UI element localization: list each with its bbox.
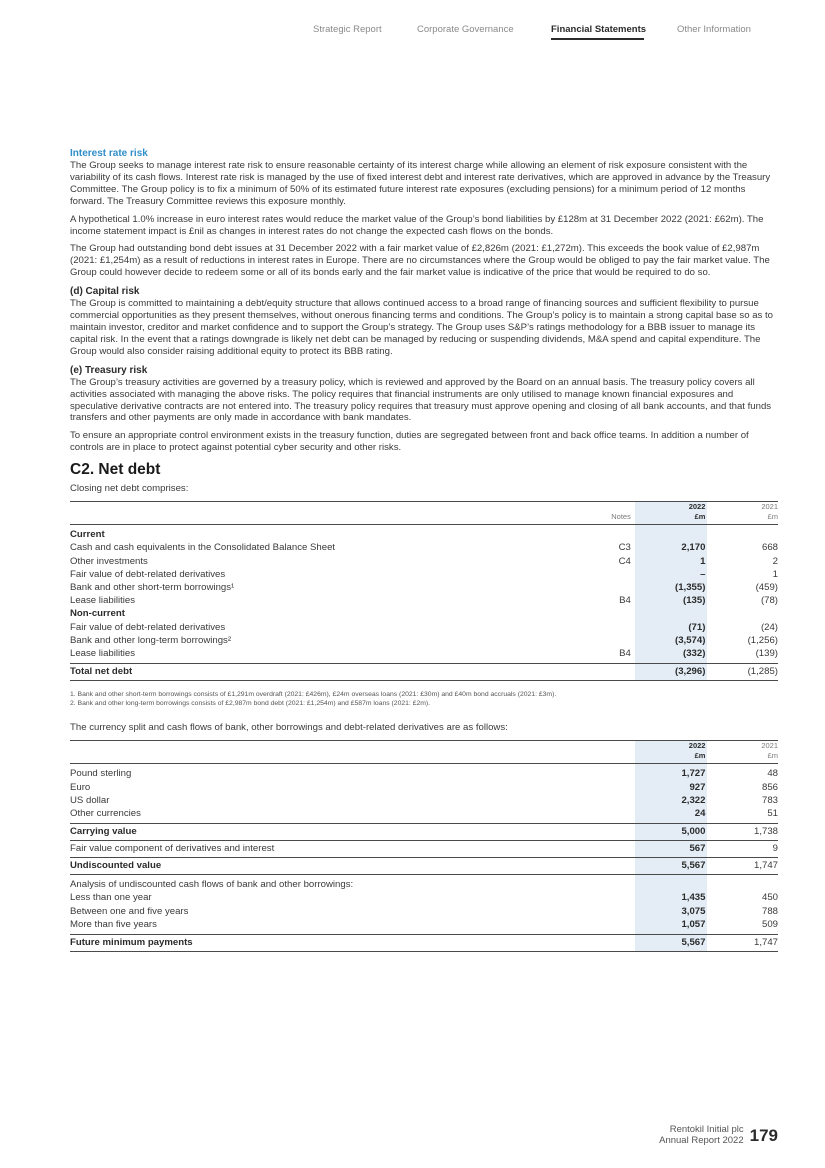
- table-row: [70, 647, 778, 660]
- row-value-2021: 48: [767, 768, 778, 780]
- footnote-1: 1. Bank and other short-term borrowings consists of £1,291m overdraft (2021: £426m), £24m overseas loans (2021: £30m) and £40m bond accruals (2021: £3m).: [70, 691, 557, 699]
- row-label: More than five years: [70, 918, 157, 930]
- nav-financial-statements[interactable]: Financial Statements: [551, 24, 647, 35]
- year-2021-label: 2021: [761, 741, 778, 751]
- row-value-2022: 2,322: [635, 794, 708, 807]
- nav-active-underline: [551, 38, 644, 40]
- row-value-2021: (139): [755, 647, 778, 659]
- row-value-2022: (1,355): [635, 581, 708, 594]
- row-label: Lease liabilities: [70, 647, 136, 659]
- row-note: [589, 581, 635, 594]
- interest-rate-risk-heading: Interest rate risk: [70, 148, 148, 159]
- interest-rate-risk-para-3: The Group had outstanding bond debt issues at 31 December 2022 with a fair market value of £2,826m (2021: £1,272m). This exceeds the book value of £2,987m (2021: £1,254m) as a result of reductions in interest rates in Europe. There are no circumstances where the Group would be obliged to pay the fair market value. The Group could however decide to redeem some or all of its bonds early and the fair market value is indicative of the price that would be required to do so.: [70, 243, 770, 279]
- row-value-2022: 24: [635, 807, 708, 820]
- carrying-value-row: [70, 824, 778, 841]
- table-row: [70, 781, 778, 794]
- interest-rate-risk-para-1: The Group seeks to manage interest rate risk to ensure reasonable certainty of its interest charge while allowing an element of risk exposure consistent with the variability of its cash flows. Interest rate risk is managed by the use of fixed interest debt and interest rate derivatives, which are approved in advance by the Treasury Committee. The Group policy is to fix a minimum of 50% of its estimated future interest rate exposures (excluding pensions) for a minimum period of 12 months forward. The Treasury Committee reviews this exposure monthly.: [70, 160, 771, 207]
- net-debt-intro: Closing net debt comprises:: [70, 483, 189, 495]
- row-note: [589, 634, 635, 647]
- row-label: Pound sterling: [70, 768, 132, 780]
- row-value-2022: (3,574): [635, 634, 708, 647]
- table-row: [70, 581, 778, 594]
- row-value-2021: 509: [761, 918, 778, 930]
- row-value-2021: 1: [772, 568, 778, 580]
- table-row: [70, 634, 778, 647]
- undiscounted-label: Undiscounted value: [70, 858, 589, 875]
- interest-rate-risk-para-2: A hypothetical 1.0% increase in euro interest rates would reduce the market value of the Group’s bond liabilities by £128m at 31 December 2022 (2021: £62m). The income statement impact is £nil as changes in interest rates do not change the expected cash flows on the bonds.: [70, 213, 764, 237]
- treasury-risk-para-2: To ensure an appropriate control environment exists in the treasury function, duties are segregated between front and back office teams. In addition a number of controls are in place to protect against potential cyber security and other risks.: [70, 430, 749, 454]
- row-value-2021: 51: [767, 807, 778, 819]
- table-row: [70, 794, 778, 807]
- total-net-debt-row: [70, 664, 778, 681]
- net-debt-header-row: [70, 502, 778, 525]
- row-label: Euro: [70, 781, 91, 793]
- noncurrent-group-row: [70, 607, 778, 620]
- year-2021-header: [707, 502, 778, 525]
- row-label: Bank and other short-term borrowings¹: [70, 581, 235, 593]
- row-label: Less than one year: [70, 892, 152, 904]
- current-group-row: [70, 528, 778, 541]
- future-value-2022: 5,567: [635, 934, 708, 951]
- table-row: [70, 767, 778, 780]
- treasury-risk-heading: (e) Treasury risk: [70, 364, 148, 376]
- currency-header-row: [70, 741, 778, 764]
- row-value-2021: (1,256): [747, 634, 778, 646]
- footer-company: Rentokil Initial plc: [669, 1124, 744, 1135]
- year-2022-header: [635, 502, 708, 525]
- row-label: Other investments: [70, 555, 148, 567]
- row-value-2022: 1,057: [635, 918, 708, 931]
- table-row: [70, 891, 778, 904]
- carrying-value-2021: 1,738: [707, 824, 778, 841]
- year-2021-header: [707, 741, 778, 764]
- year-2022-label: 2022: [688, 502, 706, 512]
- row-note: [589, 568, 635, 581]
- total-value-2021: (1,285): [707, 664, 778, 681]
- row-label: Between one and five years: [70, 905, 189, 917]
- carrying-label: Carrying value: [70, 824, 589, 841]
- row-value-2021: (459): [755, 581, 778, 593]
- row-label: Fair value of debt-related derivatives: [70, 621, 226, 633]
- capital-risk-heading: (d) Capital risk: [70, 286, 140, 298]
- row-value-2022: 3,075: [635, 905, 708, 918]
- table-row: [70, 594, 778, 607]
- table-row: [70, 555, 778, 568]
- row-value-2022: 2,170: [635, 541, 708, 554]
- row-value-2021: 856: [761, 781, 778, 793]
- row-value-2021: 2: [772, 555, 778, 567]
- footnote-2: 2. Bank and other long-term borrowings consists of £2,987m bond debt (2021: £1,254m) and £587m loans (2021: £2m).: [70, 699, 431, 707]
- row-note: [589, 621, 635, 634]
- fair-value-label: Fair value component of derivatives and interest: [70, 841, 589, 858]
- page-footer: [659, 1124, 778, 1146]
- page-number: 179: [749, 1126, 778, 1145]
- row-value-2022: (71): [635, 621, 708, 634]
- table-row: [70, 905, 778, 918]
- treasury-risk-section: [70, 364, 778, 454]
- unit-2021-label: £m: [767, 751, 778, 761]
- nav-strategic-report[interactable]: Strategic Report: [313, 24, 382, 35]
- noncurrent-label: Non-current: [70, 608, 125, 620]
- analysis-label-row: [70, 878, 778, 891]
- year-2022-label: 2022: [688, 741, 706, 751]
- row-value-2021: (78): [760, 595, 778, 607]
- row-value-2022: (332): [635, 647, 708, 660]
- row-label: Other currencies: [70, 807, 141, 819]
- row-label: US dollar: [70, 794, 110, 806]
- notes-column-header: Notes: [589, 502, 635, 525]
- interest-rate-risk-section: [70, 147, 778, 279]
- year-2022-header: [635, 741, 708, 764]
- future-value-2021: 1,747: [707, 934, 778, 951]
- future-minimum-payments-row: [70, 934, 778, 951]
- row-value-2022: 1,727: [635, 767, 708, 780]
- table-row: [70, 621, 778, 634]
- row-label: Fair value of debt-related derivatives: [70, 568, 226, 580]
- unit-2021-label: £m: [767, 512, 778, 522]
- fair-value-row: [70, 841, 778, 858]
- total-value-2022: (3,296): [635, 664, 708, 681]
- treasury-risk-para-1: The Group’s treasury activities are governed by a treasury policy, which is reviewed and approved by the Board on an annual basis. The treasury policy covers all activities associated with managing the above risks. The policy requires that financial instruments are only utilised to manage known financial exposures and speculative derivative contracts are not entered into. The treasury policy requires that treasury must approve opening and closing of all bank accounts, and that funds transfers and other payments are only made in accordance with bank mandates.: [70, 376, 772, 424]
- year-2021-label: 2021: [761, 502, 778, 512]
- row-value-2021: (24): [760, 621, 778, 633]
- capital-risk-para: The Group is committed to maintaining a debt/equity structure that allows continued access to a broad range of financing sources and sufficient flexibility to pursue commercial opportunities as they present themselves, without onerous financing terms and conditions. The Group’s policy is to maintain a strong capital base so as to maintain investor, creditor and market confidence and to support the Group’s strategy. The Group uses S&P’s ratings methodology for a BBB issuer to manage its capital risk. In the event that a ratings downgrade is likely net debt can be managed by reducing or suspending dividends, M&A spend and capital expenditure. The Group would also consider raising additional equity to protect its BBB rating.: [70, 298, 774, 357]
- table-row: [70, 541, 778, 554]
- row-note: B4: [619, 595, 631, 607]
- row-note: B4: [619, 647, 631, 659]
- table-row: [70, 807, 778, 820]
- row-value-2022: 1,435: [635, 891, 708, 904]
- analysis-label: Analysis of undiscounted cash flows of bank and other borrowings:: [70, 879, 354, 891]
- row-label: Bank and other long-term borrowings²: [70, 634, 232, 646]
- section-nav: [0, 24, 825, 40]
- unit-2022-label: £m: [694, 751, 706, 761]
- row-value-2022: 927: [635, 781, 708, 794]
- fair-value-2022: 567: [635, 841, 708, 858]
- undiscounted-value-2021: 1,747: [707, 858, 778, 875]
- row-label: Cash and cash equivalents in the Consolidated Balance Sheet: [70, 542, 336, 554]
- currency-split-table: [70, 740, 778, 952]
- row-value-2022: 1: [635, 555, 708, 568]
- net-debt-table: [70, 501, 778, 681]
- currency-split-intro: The currency split and cash flows of bank, other borrowings and debt-related derivatives are as follows:: [70, 722, 508, 734]
- table-row: [70, 568, 778, 581]
- main-content: [70, 147, 778, 952]
- row-value-2022: –: [635, 568, 708, 581]
- unit-2022-label: £m: [694, 512, 706, 522]
- footnotes: [70, 691, 778, 708]
- row-note: C4: [618, 555, 631, 567]
- nav-corporate-governance[interactable]: Corporate Governance: [417, 24, 514, 35]
- future-label: Future minimum payments: [70, 934, 589, 951]
- fair-value-2021: 9: [707, 841, 778, 858]
- nav-other-information[interactable]: Other Information: [677, 24, 751, 35]
- total-label: Total net debt: [70, 664, 589, 681]
- carrying-value-2022: 5,000: [635, 824, 708, 841]
- footer-text: [659, 1124, 744, 1146]
- footer-report: Annual Report 2022: [659, 1135, 744, 1146]
- undiscounted-value-row: [70, 858, 778, 875]
- capital-risk-section: [70, 285, 778, 358]
- row-label: Lease liabilities: [70, 595, 136, 607]
- row-note: C3: [618, 542, 631, 554]
- table-row: [70, 918, 778, 931]
- row-value-2021: 450: [761, 892, 778, 904]
- undiscounted-value-2022: 5,567: [635, 858, 708, 875]
- row-value-2021: 783: [761, 794, 778, 806]
- net-debt-heading: C2. Net debt: [70, 461, 161, 479]
- current-label: Current: [70, 529, 105, 541]
- row-value-2021: 788: [761, 905, 778, 917]
- row-value-2022: (135): [635, 594, 708, 607]
- row-value-2021: 668: [761, 542, 778, 554]
